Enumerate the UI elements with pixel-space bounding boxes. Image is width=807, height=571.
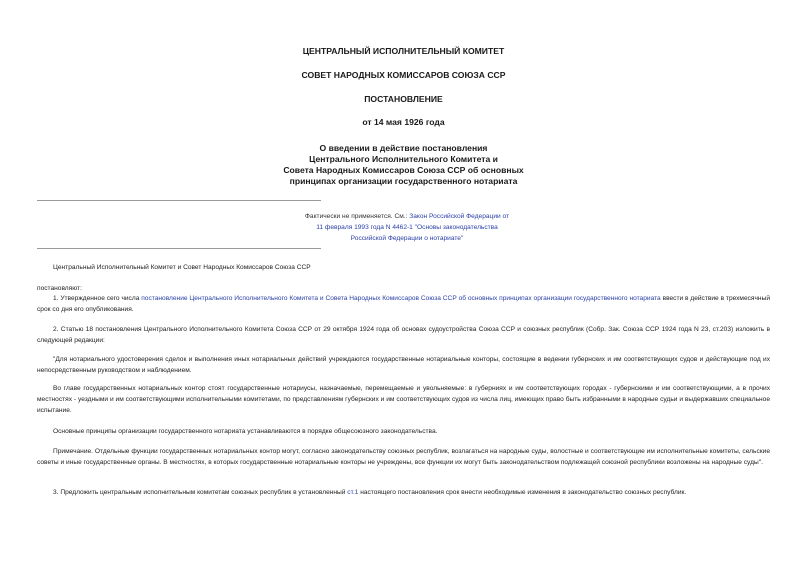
document-date: от 14 мая 1926 года [362, 117, 445, 127]
quote-2-text: Во главе государственных нотариальных контор стоят государственные нотариусы, назначаемые, перемещаемые и увольняемые: в губерниях и им соответствующих городах - губернскими и им соответствующими, а в прочих местностях - уездными и им соответствующими исполнительными комитетами, по представлениям губернских и им соответствующих судов из числа лиц, имеющих право быть избранными в народные судьи и выдержавших специальное испытание. [37, 385, 770, 415]
item-3-paragraph [37, 487, 770, 498]
quote-paragraph-4 [37, 446, 770, 468]
title-line-4: принципах организации государственного нотариата [289, 176, 518, 186]
intro-text: Центральный Исполнительный Комитет и Совет Народных Комиссаров Союза ССР [53, 264, 311, 271]
item-1-decree-link[interactable]: постановление Центрального Исполнительного Комитета и Совета Народных Комиссаров Союза ССР об основных принципах организации государственного нотариата [141, 295, 661, 302]
divider-top [37, 200, 321, 201]
title-line-1: О введении в действие постановления [319, 143, 488, 153]
status-note-prefix: Фактически не применяется. См.: [304, 213, 408, 220]
divider-bottom [37, 248, 321, 249]
item-3-article-link[interactable]: ст.1 [347, 489, 359, 496]
item-2-paragraph [37, 324, 770, 346]
decree-word: постановляют: [37, 285, 82, 292]
item-1-paragraph [37, 293, 770, 315]
quote-paragraph-1 [37, 354, 770, 376]
title-line-2: Центрального Исполнительного Комитета и [309, 154, 498, 164]
quote-paragraph-3 [37, 426, 770, 437]
title-line-3: Совета Народных Комиссаров Союза ССР об основных [283, 165, 524, 175]
quote-3-text: Основные принципы организации государственного нотариата устанавливаются в порядке общесоюзного законодательства. [53, 428, 438, 435]
document-title [0, 143, 807, 187]
item-2-text: 2. Статью 18 постановления Центрального Исполнительного Комитета Союза ССР от 29 октября 1924 года об основах судоустройства Союза ССР и союзных республик (Собр. Зак. Союза ССР 1924 года N 23, ст.203) изложить в следующей редакции: [37, 326, 770, 345]
intro-paragraph [37, 262, 311, 273]
issuer-line-2: СОВЕТ НАРОДНЫХ КОМИССАРОВ СОЮЗА ССР [301, 70, 506, 80]
document-type: ПОСТАНОВЛЕНИЕ [364, 94, 443, 104]
item-3-after: настоящего постановления срок внести необходимые изменения в законодательство союзных республик. [358, 489, 687, 496]
item-3-before: 3. Предложить центральным исполнительным комитетам союзных республик в установленный [53, 489, 348, 496]
status-note-link-line-1[interactable]: Закон Российской Федерации от [409, 213, 510, 220]
status-note [252, 211, 562, 244]
item-1-after: ввести в действие в трехмесячный срок со дня его опубликования. [37, 295, 770, 314]
quote-paragraph-2 [37, 383, 770, 417]
quote-4-text: Примечание. Отдельные функции государственных нотариальных контор могут, согласно законодательству союзных республик, возлагаться на народные суды, волостные и соответствующие им исполнительные комитеты, сельские советы и иные государственные органы. В местностях, в которых государственные нотариальные конторы не учреждены, все функции их могут быть законодательством подлежащей союзной республики возложены на народные суды". [37, 448, 770, 467]
item-1-before: 1. Утвержденное сего числа [53, 295, 142, 302]
quote-1-text: "Для нотариального удостоверения сделок и выполнения иных нотариальных действий учреждаются государственные нотариальные конторы, состоящие в ведении губернских и им соответствующих судов и действующие под их непосредственным руководством и наблюдением. [37, 356, 770, 375]
status-note-link-line-2[interactable]: 11 февраля 1993 года N 4462-1 "Основы законодательства [316, 224, 498, 231]
issuer-line-1: ЦЕНТРАЛЬНЫЙ ИСПОЛНИТЕЛЬНЫЙ КОМИТЕТ [302, 46, 505, 56]
status-note-link-line-3[interactable]: Российской Федерации о нотариате" [350, 235, 464, 242]
